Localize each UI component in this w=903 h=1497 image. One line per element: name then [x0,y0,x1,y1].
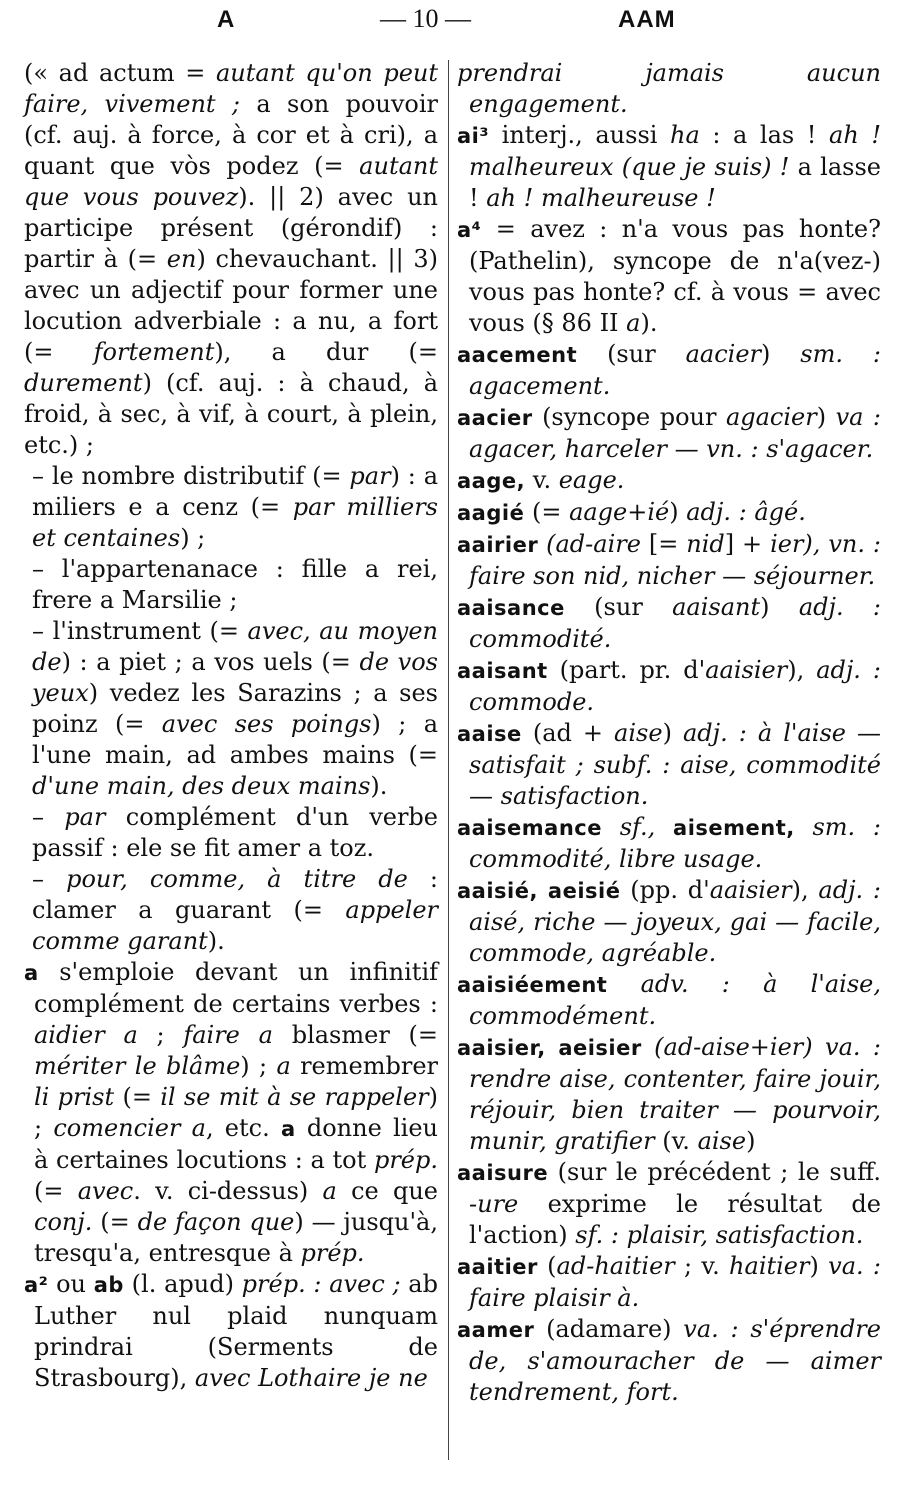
left-column [24,58,438,1394]
page-header [0,4,903,40]
entry-a2: a² ou ab (l. apud) prép. : avec ; ab Luther nul plaid nunquam prindrai (Serments de Strasbourg), avec Lothaire je ne [24,1270,438,1392]
header-left-letter: A [217,6,235,33]
entry-a-continuation: (« ad actum = autant qu'on peut faire, vivement ; a son pouvoir (cf. auj. à force, à cor et à cri), a quant que vòs podez (= autant que vous pouvez). || 2) avec un participe présent (gérondif) : partir à (= en) chevauchant. || 3) avec un adjectif pour former une locution adverbiale : a nu, a fort (= fortement), a dur (= durement) (cf. auj. : à chaud, à froid, à sec, à vif, à court, à plein, etc.) ; [24,59,439,459]
entry-aaisemance: aaisemance sf., aisement, sm. : commodité, libre usage. [457,813,881,873]
entry-aaisie: aaisié, aeisié (pp. d'aaisier), adj. : aisé, riche — joyeux, gai — facile, commode, agréable. [457,876,882,967]
entry-aacement: aacement (sur aacier) sm. : agacement. [457,340,881,400]
entry-aaisieement: aaisiéement adv. : à l'aise, commodément. [457,970,881,1030]
column-divider [448,60,449,1460]
entry-ai3: ai³ interj., aussi ha : a las ! ah ! malheureux (que je suis) ! a lasse ! ah ! malheureuse ! [457,121,881,212]
right-column [457,58,881,1408]
entry-a-passive: – par complément d'un verbe passif : ele se fit amer a toz. [32,803,438,862]
entry-a4: a⁴ = avez : n'a vous pas honte? (Pathelin), syncope de n'a(vez-) vous pas honte? cf. à vous = avec vous (§ 86 II a). [457,215,881,337]
page-number: — 10 — [380,4,471,33]
entry-aagie: aagié (= aage+ié) adj. : âgé. [457,498,806,526]
entry-a-appartenance: – l'appartenanace : fille a rei, frere a Marsilie ; [32,555,438,614]
entry-a-instrument: – l'instrument (= avec, au moyen de) : a piet ; a vos uels (= de vos yeux) vedez les Sarazins ; a ses poinz (= avec ses poings) ; a l'une main, ad ambes mains (= d'une main, des deux mains). [32,617,439,800]
entry-a-pour: – pour, comme, à titre de : clamer a guarant (= appeler comme garant). [32,865,438,955]
entry-aaisance: aaisance (sur aaisant) adj. : commodité. [457,593,881,653]
entry-a-infinitive: a s'emploie devant un infinitif complément de certains verbes : aidier a ; faire a blasmer (= mériter le blâme) ; a remembrer li prist (= il se mit à se rappeler) ; comencier a, etc. a donne lieu à certaines locutions : a tot prép. (= avec. v. ci-dessus) a ce que conj. (= de façon que) — jusqu'à, tresqu'a, entresque à prép. [24,958,439,1267]
entry-a-distributive: – le nombre distributif (= par) : a miliers e a cenz (= par milliers et centaines) ; [32,462,439,552]
header-right-guideword: AAM [618,6,676,33]
entry-aaisant: aaisant (part. pr. d'aaisier), adj. : commode. [457,656,881,716]
entry-a2-continuation: prendrai jamais aucun engagement. [457,59,881,118]
entry-aamer: aamer (adamare) va. : s'éprendre de, s'amouracher de — aimer tendrement, fort. [457,1315,881,1406]
entry-aaisier: aaisier, aeisier (ad-aise+ier) va. : rendre aise, contenter, faire jouir, réjouir, bien traiter — pourvoir, munir, gratifier (v. aise) [457,1033,881,1155]
entry-aairier: aairier (ad-aire [= nid] + ier), vn. : faire son nid, nicher — séjourner. [457,530,881,590]
entry-aacier: aacier (syncope pour agacier) va : agacer, harceler — vn. : s'agacer. [457,403,881,463]
entry-aaitier: aaitier (ad-haitier ; v. haitier) va. : faire plaisir à. [457,1252,882,1312]
entry-aage: aage, v. eage. [457,466,625,494]
entry-aaisure: aaisure (sur le précédent ; le suff. -ure exprime le résultat de l'action) sf. : plaisir, satisfaction. [457,1158,881,1249]
entry-aaise: aaise (ad + aise) adj. : à l'aise — satisfait ; subf. : aise, commodité — satisfaction. [457,719,882,810]
